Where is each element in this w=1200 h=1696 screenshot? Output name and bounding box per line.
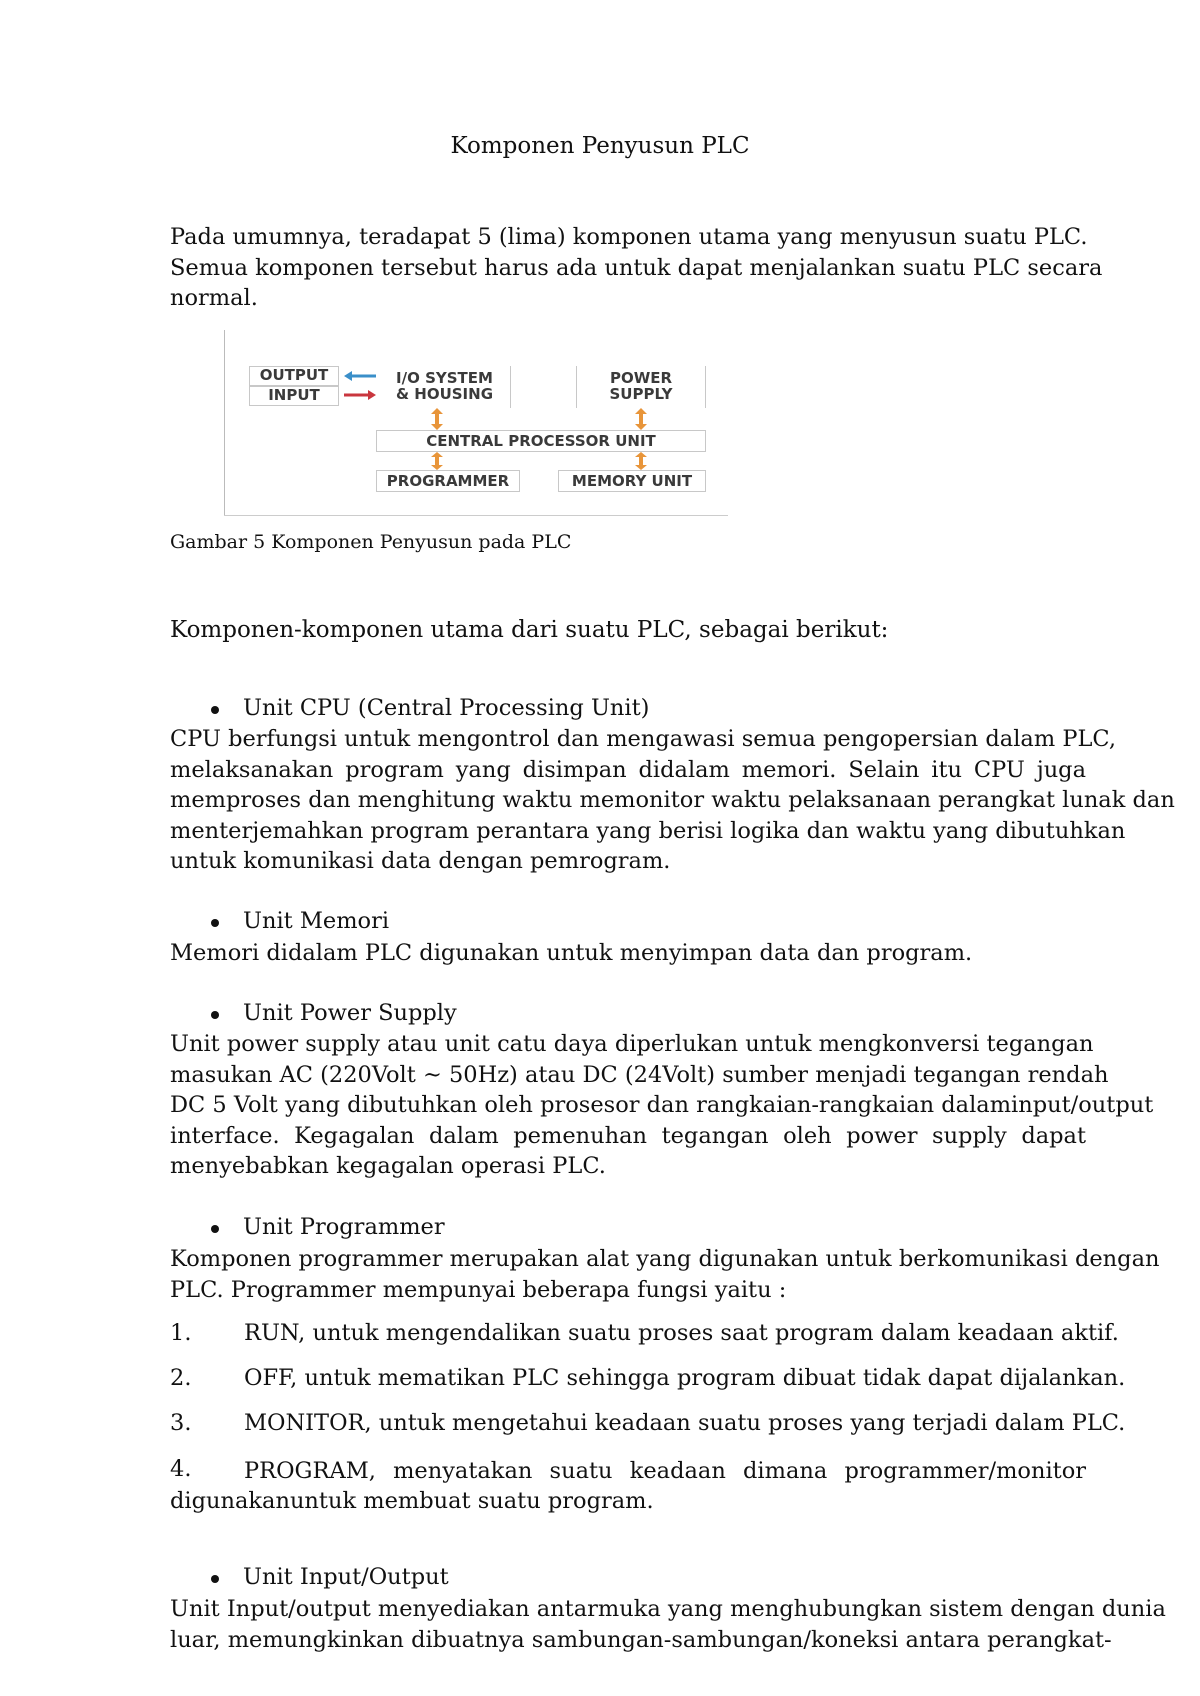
bullet-dot-icon — [211, 919, 219, 927]
programmer-label: PROGRAMMER — [386, 472, 510, 490]
memori-line: Memori didalam PLC digunakan untuk menyimpan data dan program. — [170, 940, 973, 966]
power-line: masukan AC (220Volt ~ 50Hz) atau DC (24Volt) sumber menjadi tegangan rendah — [170, 1061, 1109, 1088]
power-line2: SUPPLY — [609, 385, 673, 403]
cpu-box — [376, 430, 706, 452]
cpu-label: CENTRAL PROCESSOR UNIT — [426, 432, 656, 450]
io-system-box — [379, 366, 511, 408]
item-text: MONITOR, untuk mengetahui keadaan suatu proses yang terjadi dalam PLC. — [244, 1410, 1126, 1436]
intro-line: Pada umumnya, teradapat 5 (lima) komponen utama yang menyusun suatu PLC. — [170, 224, 1088, 250]
output-box — [249, 366, 339, 386]
intro-paragraph — [170, 222, 1103, 314]
bullet-dot-icon — [211, 1225, 219, 1233]
io-paragraph — [170, 1594, 1166, 1655]
io-system-line1: I/O SYSTEM — [396, 369, 493, 387]
section-heading-cpu: Unit CPU (Central Processing Unit) — [243, 695, 650, 721]
memory-unit-box — [558, 470, 706, 492]
io-arrows — [342, 368, 378, 404]
power-paragraph — [170, 1029, 1154, 1182]
page-title: Komponen Penyusun PLC — [450, 133, 750, 159]
input-box — [249, 386, 339, 406]
item-text: digunakanuntuk membuat suatu program. — [170, 1488, 654, 1514]
figure-caption: Gambar 5 Komponen Penyusun pada PLC — [170, 531, 572, 553]
section-heading-programmer: Unit Programmer — [243, 1214, 445, 1240]
item-number: 2. — [170, 1365, 192, 1391]
programmer-box — [376, 470, 520, 492]
input-arrow-icon — [344, 390, 376, 400]
figure-left-edge — [224, 330, 225, 516]
item-number: 3. — [170, 1410, 192, 1436]
cpu-paragraph — [170, 724, 1175, 877]
memori-paragraph — [170, 938, 1086, 969]
item-number: 4. — [170, 1456, 192, 1482]
io-system-line2: & HOUSING — [395, 385, 494, 403]
components-lead: Komponen-komponen utama dari suatu PLC, sebagai berikut: — [170, 617, 889, 643]
bullet-dot-icon — [211, 1575, 219, 1583]
io-cpu-arrow-icon — [430, 408, 444, 430]
power-line: menyebabkan kegagalan operasi PLC. — [170, 1153, 606, 1179]
io-line: Unit Input/output menyediakan antarmuka yang menghubungkan sistem dengan dunia — [170, 1596, 1166, 1622]
cpu-line: memproses dan menghitung waktu memonitor waktu pelaksanaan perangkat lunak dan — [170, 787, 1175, 813]
figure-bottom-edge — [224, 515, 728, 516]
power-line: Unit power supply atau unit catu daya diperlukan untuk mengkonversi tegangan — [170, 1031, 1094, 1057]
cpu-line: menterjemahkan program perantara yang berisi logika dan waktu yang dibutuhkan — [170, 817, 1126, 844]
intro-line: normal. — [170, 285, 258, 311]
programmer-item-4-text — [244, 1456, 1086, 1487]
power-line1: POWER — [609, 369, 673, 387]
cpu-line: untuk komunikasi data dengan pemrogram. — [170, 848, 671, 874]
memory-label: MEMORY UNIT — [571, 472, 693, 490]
item-text: OFF, untuk mematikan PLC sehingga program dibuat tidak dapat dijalankan. — [244, 1365, 1126, 1391]
programmer-paragraph — [170, 1244, 1160, 1305]
programmer-line: PLC. Programmer mempunyai beberapa fungsi yaitu : — [170, 1276, 787, 1303]
io-line: luar, memungkinkan dibuatnya sambungan-sambungan/koneksi antara perangkat- — [170, 1626, 1112, 1653]
bullet-dot-icon — [211, 1011, 219, 1019]
input-label: INPUT — [268, 386, 320, 404]
power-line: DC 5 Volt yang dibutuhkan oleh prosesor dan rangkaian-rangkaian dalaminput/output — [170, 1092, 1154, 1118]
section-heading-power: Unit Power Supply — [243, 1000, 457, 1026]
section-heading-io: Unit Input/Output — [243, 1564, 449, 1590]
programmer-line: Komponen programmer merupakan alat yang digunakan untuk berkomunikasi dengan — [170, 1246, 1160, 1272]
output-label: OUTPUT — [259, 366, 329, 384]
bullet-dot-icon — [211, 706, 219, 714]
item-text: RUN, untuk mengendalikan suatu proses saat program dalam keadaan aktif. — [244, 1320, 1119, 1346]
power-line: interface. Kegagalan dalam pemenuhan tegangan oleh power supply dapat — [170, 1122, 1086, 1149]
output-arrow-icon — [344, 371, 376, 381]
cpu-memory-arrow-icon — [634, 452, 648, 470]
power-supply-box — [576, 366, 706, 408]
item-number: 1. — [170, 1320, 192, 1346]
power-cpu-arrow-icon — [634, 408, 648, 430]
intro-line: Semua komponen tersebut harus ada untuk dapat menjalankan suatu PLC secara — [170, 254, 1103, 281]
plc-components-figure — [224, 330, 728, 516]
cpu-line: CPU berfungsi untuk mengontrol dan mengawasi semua pengopersian dalam PLC, — [170, 726, 1116, 752]
item-text: PROGRAM, menyatakan suatu keadaan dimana programmer/monitor — [244, 1458, 1086, 1484]
programmer-item-4-continuation — [170, 1486, 1086, 1517]
cpu-programmer-arrow-icon — [430, 452, 444, 470]
section-heading-memori: Unit Memori — [243, 908, 390, 934]
cpu-line: melaksanakan program yang disimpan didalam memori. Selain itu CPU juga — [170, 756, 1086, 783]
